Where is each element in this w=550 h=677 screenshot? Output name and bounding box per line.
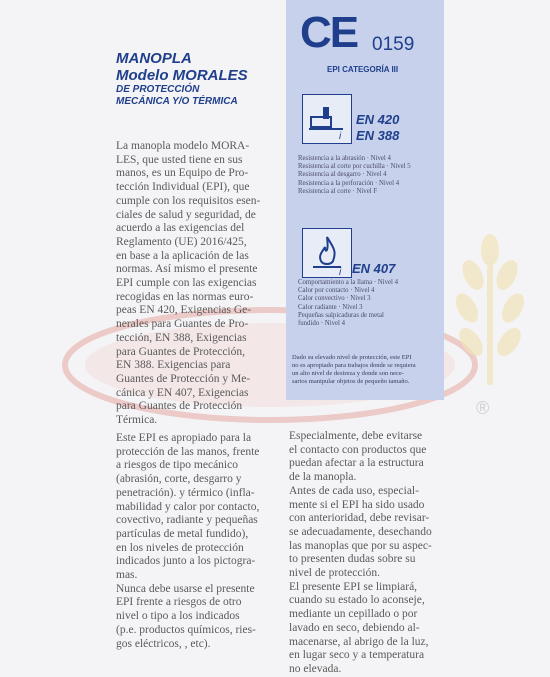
intro-paragraph-line: ciales de salud y seguridad, de: [116, 208, 256, 221]
mechanical-level-line: Resistencia a la perforación · Nivel 4: [298, 179, 400, 187]
svg-text:i: i: [339, 131, 342, 142]
warning-note-line: no es apropiado para trabajos donde se requiera: [292, 362, 416, 369]
usage-paragraph-line: partículas de metal fundido),: [116, 527, 249, 540]
thermal-level-line: Calor por contacto · Nivel 4: [298, 287, 375, 295]
watermark-wheat-icon: [435, 230, 545, 390]
care-paragraph-line: lavado en seco, debiendo al-: [289, 621, 420, 634]
intro-paragraph-line: La manopla modelo MORA-: [116, 140, 250, 152]
usage-paragraph: [116, 432, 276, 651]
product-title-block: [116, 50, 286, 108]
intro-paragraph-line: para Guantes de Protección,: [116, 345, 246, 358]
notified-body-number: 0159: [372, 34, 415, 55]
care-paragraph-line: de la manopla.: [289, 471, 357, 484]
dexterity-warning-note: [292, 354, 442, 386]
epi-category: EPI CATEGORÍA III: [327, 65, 399, 74]
care-paragraph-line: en lugar seco y a temperatura: [289, 649, 425, 662]
warning-note-line: sarios manipular objetos de pequeño tamaño.: [292, 378, 410, 385]
mechanical-level-line: Resistencia al corte por cuchilla · Nivel 5: [298, 163, 411, 171]
intro-paragraph-line: Reglamento (UE) 2016/425,: [116, 235, 247, 248]
warning-note-line: un alto nivel de destreza y donde son nece-: [292, 370, 404, 377]
usage-paragraph-line: en los niveles de protección: [116, 541, 244, 554]
ce-mark: CE: [300, 8, 358, 57]
title-line-2: Modelo MORALES: [116, 67, 248, 84]
usage-paragraph-line: EPI frente a riesgos de otro: [116, 596, 242, 609]
usage-paragraph-line: Este EPI es apropiado para la: [116, 432, 252, 444]
usage-paragraph-line: protección de las manos, frente: [116, 445, 260, 458]
usage-paragraph-line: penetración). y térmico (infla-: [116, 486, 255, 499]
subtitle-line-1: DE PROTECCIÓN: [116, 84, 200, 95]
usage-paragraph-line: covectivo, radiante y pequeñas: [116, 514, 258, 527]
mechanical-risk-pictogram: [302, 94, 352, 144]
usage-paragraph-line: (p.e. productos químicos, ries-: [116, 623, 256, 636]
care-paragraph-line: mediante un cepillado o por: [289, 608, 418, 621]
care-paragraph-line: mente si el EPI ha sido usado: [289, 498, 425, 511]
care-paragraph-line: no elevada.: [289, 662, 342, 675]
intro-paragraph-line: tección Individual (EPI), que: [116, 181, 250, 194]
standard-en407: EN 407: [352, 261, 396, 276]
mechanical-level-line: Resistencia a la abrasión · Nivel 4: [298, 155, 391, 162]
thermal-risk-pictogram: [302, 228, 352, 278]
mechanical-levels-list: [298, 155, 443, 196]
intro-paragraph-line: LES, que usted tiene en sus: [116, 153, 243, 166]
intro-paragraph: [116, 140, 276, 428]
thermal-level-line: fundido · Nivel 4: [298, 320, 346, 328]
usage-paragraph-line: mas.: [116, 569, 138, 582]
mechanical-level-line: Resistencia al corte · Nivel F: [298, 187, 378, 195]
intro-paragraph-line: nerales para Guantes de Pro-: [116, 318, 249, 331]
usage-paragraph-line: a riesgos de tipo mecánico: [116, 459, 238, 472]
care-paragraph-line: Antes de cada uso, especial-: [289, 484, 419, 497]
standard-en388: EN 388: [356, 128, 400, 143]
care-paragraph: [289, 430, 445, 677]
care-paragraph-line: cuando su estado lo aconseje,: [289, 594, 425, 607]
intro-paragraph-line: EN 388. Exigencias para: [116, 359, 231, 372]
intro-paragraph-line: Guantes de Protección y Me-: [116, 372, 251, 385]
care-paragraph-line: Especialmente, debe evitarse: [289, 430, 423, 442]
care-paragraph-line: se adecuadamente, desechando: [289, 525, 432, 538]
care-paragraph-line: con anterioridad, debe revisar-: [289, 512, 430, 525]
svg-text:i: i: [339, 267, 342, 277]
intro-paragraph-line: cánica y EN 407, Exigencias: [116, 386, 249, 399]
intro-paragraph-line: tección, EN 388, Exigencias: [116, 331, 247, 344]
intro-paragraph-line: Térmica.: [116, 414, 158, 427]
intro-paragraph-line: en base a la aplicación de las: [116, 249, 249, 262]
warning-note-line: Dado su elevado nivel de protección, este EPI: [292, 354, 412, 361]
care-paragraph-line: puedan afectar a la estructura: [289, 457, 424, 470]
thermal-levels-list: [298, 279, 443, 328]
care-paragraph-line: el contacto con productos que: [289, 443, 427, 456]
care-paragraph-line: El presente EPI se limpiará,: [289, 580, 418, 593]
subtitle-line-2: MECÁNICA Y/O TÉRMICA: [116, 96, 238, 107]
certification-panel: [286, 0, 444, 400]
intro-paragraph-line: para Guantes de Protección: [116, 400, 243, 413]
usage-paragraph-line: mabilidad y calor por contacto,: [116, 500, 260, 513]
intro-paragraph-line: normas. Así mismo el presente: [116, 263, 258, 276]
intro-paragraph-line: peas EN 420, Exigencias Ge-: [116, 304, 252, 317]
usage-paragraph-line: Nunca debe usarse el presente: [116, 582, 255, 595]
intro-paragraph-line: manos, es un Equipo de Pro-: [116, 167, 249, 180]
thermal-level-line: Comportamiento a la llama · Nivel 4: [298, 279, 399, 286]
thermal-level-line: Pequeñas salpicaduras de metal: [298, 311, 384, 319]
care-paragraph-line: las manoplas que por su aspec-: [289, 539, 432, 552]
intro-paragraph-line: recogidas en las normas euro-: [116, 290, 254, 303]
standard-en420: EN 420: [356, 112, 400, 127]
thermal-level-line: Calor radiante · Nivel 3: [298, 303, 363, 311]
mechanical-level-line: Resistencia al desgarro · Nivel 4: [298, 171, 387, 179]
care-paragraph-line: nivel de protección.: [289, 567, 381, 580]
title-line-1: MANOPLA: [116, 50, 192, 67]
usage-paragraph-line: nivel o tipo a los indicados: [116, 610, 240, 623]
registered-mark: ®: [476, 398, 490, 418]
care-paragraph-line: to presenten dudas sobre su: [289, 553, 416, 566]
usage-paragraph-line: (abrasión, corte, desgarro y: [116, 473, 242, 486]
intro-paragraph-line: acuerdo a las exigencias del: [116, 222, 245, 235]
usage-paragraph-line: indicados junto a los pictogra-: [116, 555, 256, 568]
intro-paragraph-line: EPI cumple con las exigencias: [116, 277, 257, 290]
usage-paragraph-line: gos eléctricos, , etc).: [116, 637, 211, 650]
care-paragraph-line: macenarse, al abrigo de la luz,: [289, 635, 429, 648]
intro-paragraph-line: cumple con los requisitos esen-: [116, 194, 261, 207]
thermal-level-line: Calor convectivo · Nivel 3: [298, 295, 371, 303]
hammer-glove-icon: [303, 95, 351, 143]
flame-icon: [303, 229, 351, 277]
